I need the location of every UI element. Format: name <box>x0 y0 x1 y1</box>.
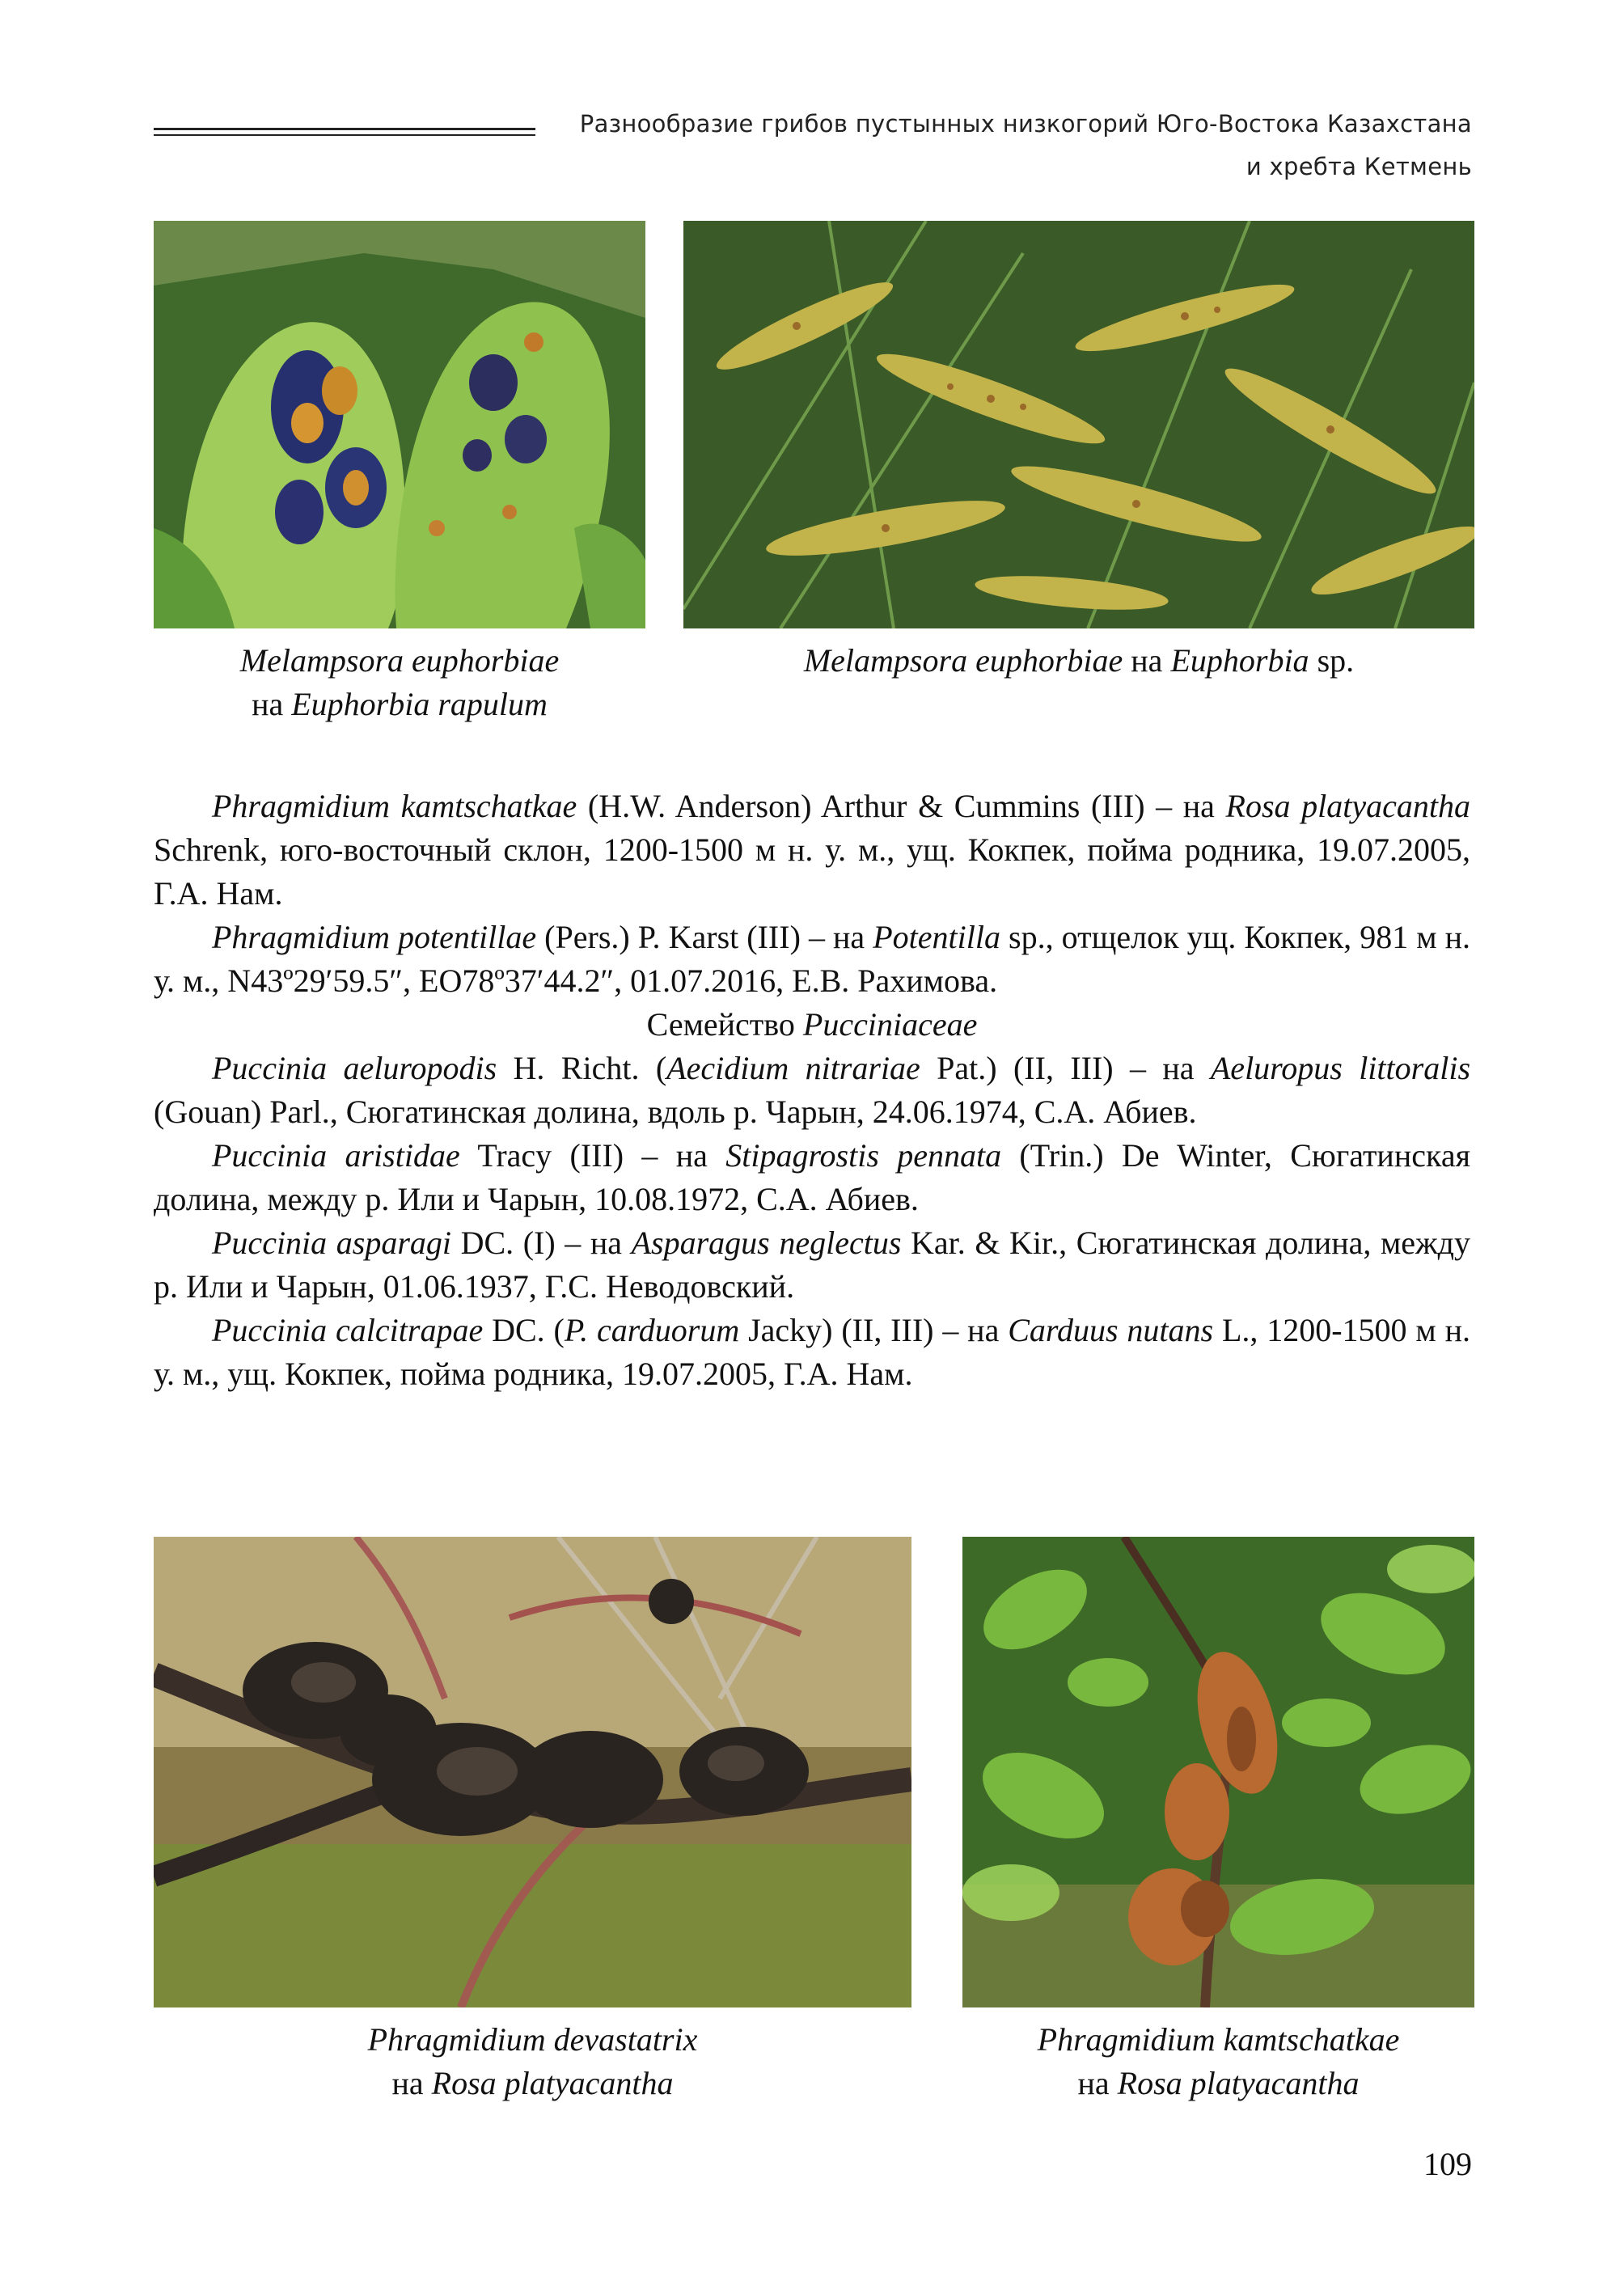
caption-bottom-left <box>154 2018 911 2105</box>
photo-phragmidium-devastatrix <box>154 1537 911 2007</box>
caption-top-right <box>683 639 1474 683</box>
species-name: Puccinia calcitrapae <box>212 1312 484 1348</box>
family-heading <box>154 1003 1470 1047</box>
entry-text: DC. (I) – на <box>451 1225 632 1261</box>
running-header-line2: и хребта Кетмень <box>1245 153 1472 180</box>
host-name: Stipagrostis pennata <box>725 1137 1002 1174</box>
entry-puccinia-aristidae <box>154 1134 1470 1221</box>
header-rule-bottom <box>154 134 535 136</box>
entry-puccinia-aeluropodis <box>154 1047 1470 1134</box>
caption-host: Rosa platyacantha <box>1117 2065 1360 2101</box>
entry-puccinia-asparagi <box>154 1221 1470 1309</box>
caption-top-left <box>154 639 645 726</box>
entry-phragmidium-kamtschatkae <box>154 785 1470 916</box>
caption-host: Euphorbia <box>1170 642 1309 679</box>
entry-text: Schrenk, юго-восточный склон, 1200-1500 м н. у. м., ущ. Кокпек, пойма родника, 19.07.2005, Г.А. Нам. <box>154 831 1470 912</box>
caption-species: Phragmidium devastatrix <box>367 2021 698 2058</box>
host-name: Asparagus neglectus <box>631 1225 902 1261</box>
entry-text: (Trin.) De Winter, Сюгатинская долина, между р. Или и Чарын, 10.08.1972, С.А. Абиев. <box>154 1137 1470 1217</box>
family-name: Pucciniaceae <box>802 1006 978 1043</box>
caption-host: Rosa platyacantha <box>431 2065 674 2101</box>
species-name: Phragmidium potentillae <box>212 919 537 955</box>
photo-phragmidium-kamtschatkae <box>962 1537 1474 2007</box>
photo-melampsora-euphorbia-rapulum <box>154 221 645 628</box>
species-list <box>154 785 1470 1396</box>
entry-text: Kar. & Kir., Сюгатинская долина, между р. Или и Чарын, 01.06.1937, Г.С. Неводовский. <box>154 1225 1470 1305</box>
caption-on: на <box>252 686 284 722</box>
species-name: Puccinia aeluropodis <box>212 1050 497 1086</box>
photo-melampsora-euphorbia-sp <box>683 221 1474 628</box>
entry-text: Tracy (III) – на <box>459 1137 726 1174</box>
caption-species: Phragmidium kamtschatkae <box>1037 2021 1400 2058</box>
synonym-name: Aecidium nitrariae <box>666 1050 920 1086</box>
caption-suffix: sp. <box>1317 642 1355 679</box>
host-name: Rosa platyacantha <box>1225 788 1470 824</box>
caption-on: на <box>391 2065 424 2101</box>
entry-text: (H.W. Anderson) Arthur & Cummins (III) – на <box>577 788 1226 824</box>
caption-on: на <box>1077 2065 1110 2101</box>
host-name: Aeluropus littoralis <box>1210 1050 1471 1086</box>
entry-text: DC. ( <box>483 1312 565 1348</box>
entry-text: sp., отщелок ущ. Кокпек, 981 м н. у. м., N43º29′59.5″, EO78º37′44.2″, 01.07.2016, Е.В. Рахимова. <box>154 919 1470 999</box>
entry-text: (Gouan) Parl., Сюгатинская долина, вдоль р. Чарын, 24.06.1974, С.А. Абиев. <box>154 1094 1197 1130</box>
entry-text: Jacky) (II, III) – на <box>739 1312 1009 1348</box>
entry-text: H. Richt. ( <box>497 1050 667 1086</box>
species-name: Puccinia asparagi <box>212 1225 451 1261</box>
page-number: 109 <box>1423 2146 1472 2182</box>
header-rule-top <box>154 128 535 130</box>
family-label: Семейство <box>646 1006 803 1043</box>
entry-text: (Pers.) P. Karst (III) – на <box>536 919 873 955</box>
entry-text: Pat.) (II, III) – на <box>920 1050 1211 1086</box>
synonym-name: P. carduorum <box>564 1312 740 1348</box>
species-name: Phragmidium kamtschatkae <box>212 788 577 824</box>
entry-puccinia-calcitrapae <box>154 1309 1470 1396</box>
caption-host: Euphorbia rapulum <box>291 686 548 722</box>
caption-species: Melampsora euphorbiae <box>803 642 1123 679</box>
caption-on: на <box>1131 642 1163 679</box>
host-name: Carduus nutans <box>1008 1312 1214 1348</box>
entry-text: L., 1200-1500 м н. у. м., ущ. Кокпек, пойма родника, 19.07.2005, Г.А. Нам. <box>154 1312 1470 1392</box>
caption-bottom-right <box>962 2018 1474 2105</box>
caption-species: Melampsora euphorbiae <box>239 642 560 679</box>
running-header-line1: Разнообразие грибов пустынных низкогорий Юго-Востока Казахстана <box>579 110 1472 137</box>
species-name: Puccinia aristidae <box>212 1137 460 1174</box>
entry-phragmidium-potentillae <box>154 916 1470 1003</box>
host-name: Potentilla <box>873 919 1000 955</box>
